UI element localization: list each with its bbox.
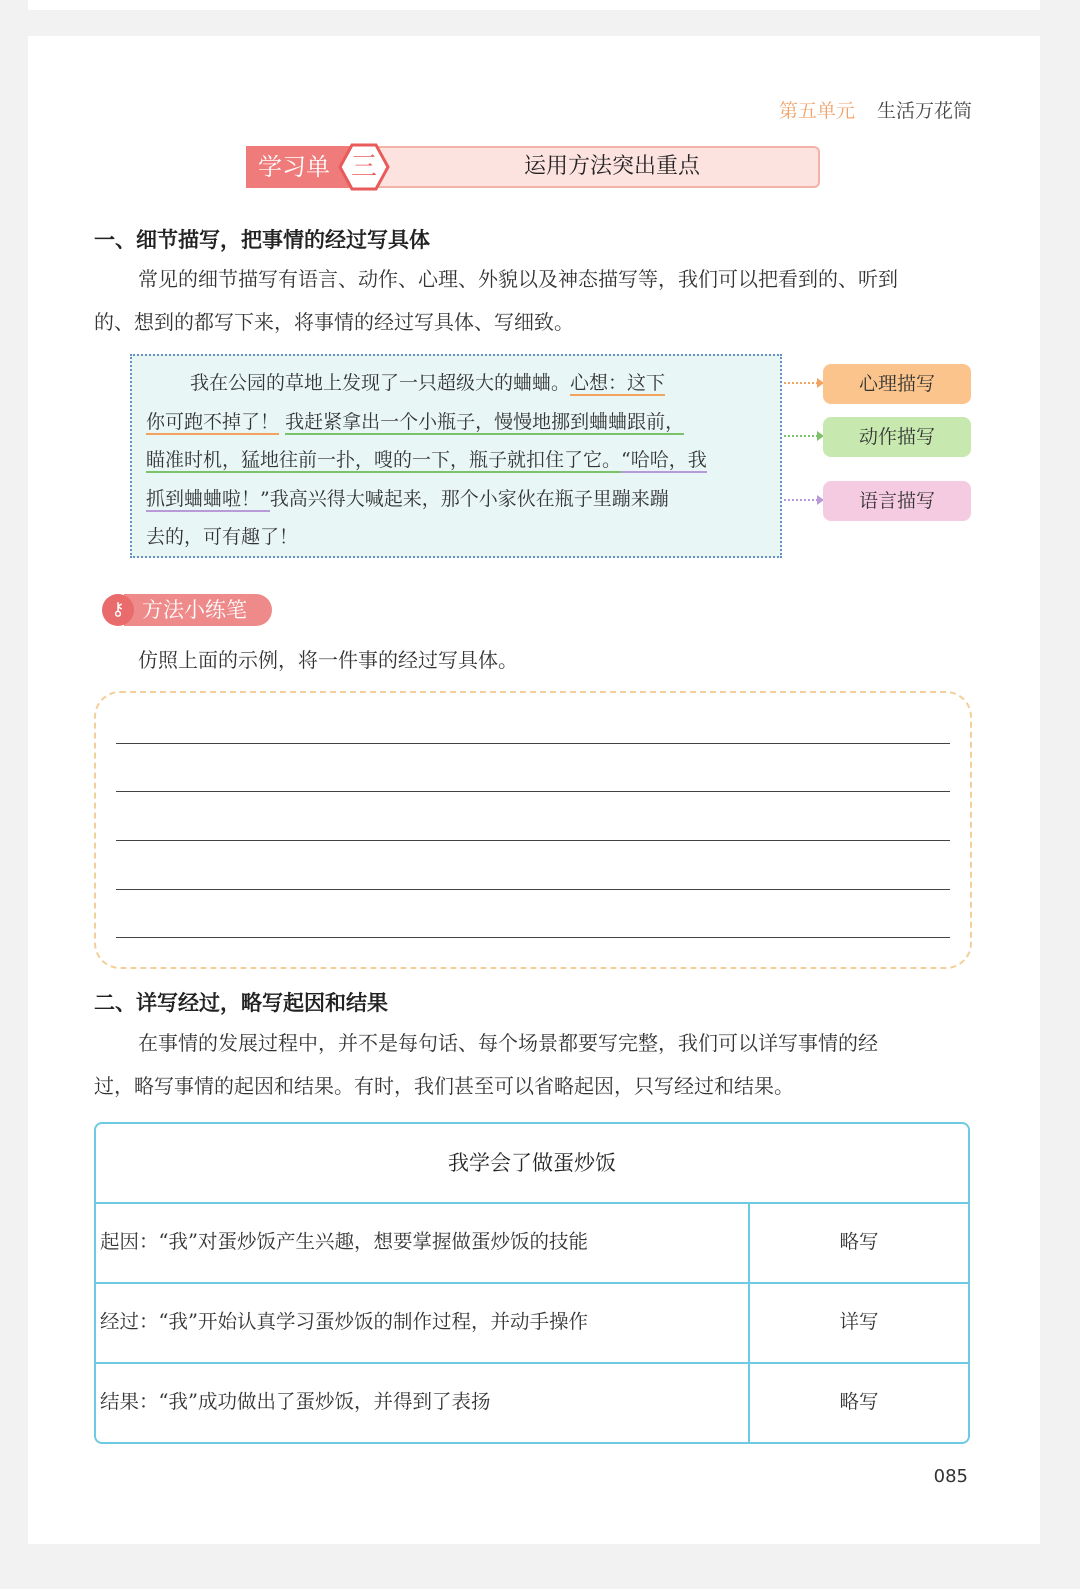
example-passage (130, 354, 782, 558)
action-underlined-text: 瞄准时机，猛地往前一扑，嗖的一下，瓶子就扣住了它。 (146, 449, 622, 471)
tag-action-description: 动作描写 (823, 417, 971, 457)
arrow-icon (784, 382, 822, 386)
unit-number: 第五单元 (778, 100, 855, 122)
table-row-result: 结果：“我”成功做出了蛋炒饭，并得到了表扬 (100, 1390, 491, 1413)
unit-name: 生活万花筒 (876, 100, 972, 122)
writing-line[interactable] (116, 791, 950, 792)
table-row-result-mark: 略写 (839, 1390, 879, 1413)
section2-intro-line2: 过，略写事情的起因和结果。有时，我们甚至可以省略起因，只写经过和结果。 (94, 1074, 794, 1098)
writing-line[interactable] (116, 937, 950, 938)
page-number: 085 (933, 1466, 968, 1487)
section1-heading: 一、细节描写，把事情的经过写具体 (94, 228, 430, 252)
psych-underlined-text: 你可跑不掉了！ (146, 410, 280, 433)
tag-psych-description: 心理描写 (823, 364, 971, 404)
tag-speech-description: 语言描写 (823, 481, 971, 521)
study-sheet-banner (246, 146, 820, 188)
table-row-process: 经过：“我”开始认真学习蛋炒饭的制作过程，并动手操作 (100, 1310, 588, 1333)
top-strip (28, 0, 1040, 10)
hexagon-number-badge (338, 143, 390, 191)
method-practice-tag (102, 594, 272, 626)
section2-heading: 二、详写经过，略写起因和结果 (94, 991, 388, 1015)
method-practice-label: 方法小练笔 (124, 594, 272, 626)
writing-line[interactable] (116, 889, 950, 890)
study-sheet-label: 学习单 (246, 146, 356, 188)
study-sheet-number: 三 (350, 152, 377, 182)
writing-line[interactable] (116, 840, 950, 841)
arrow-icon (784, 435, 822, 439)
writing-line[interactable] (116, 743, 950, 744)
textbook-page (28, 36, 1040, 1544)
key-icon: ⚷ (102, 594, 134, 626)
unit-header (779, 96, 972, 123)
speech-underlined-text: 抓到蛐蛐啦！” (146, 487, 270, 510)
section2-intro-line1: 在事情的发展过程中，并不是每句话、每个场景都要写完整，我们可以详写事情的经 (138, 1031, 878, 1055)
action-underlined-text: 我赶紧拿出一个小瓶子，慢慢地挪到蛐蛐跟前， (285, 410, 685, 433)
arrow-icon (784, 499, 822, 503)
psych-underlined-text: 心想：这下 (570, 372, 666, 394)
study-sheet-title: 运用方法突出重点 (364, 146, 820, 188)
example-sentence: 我在公园的草地上发现了一只超级大的蛐蛐。 (190, 372, 571, 394)
table-row-cause-mark: 略写 (839, 1230, 879, 1253)
table-title: 我学会了做蛋炒饭 (448, 1151, 616, 1175)
writing-area[interactable] (94, 691, 972, 969)
table-row-cause: 起因：“我”对蛋炒饭产生兴趣，想要掌握做蛋炒饭的技能 (100, 1230, 588, 1253)
practice-prompt: 仿照上面的示例，将一件事的经过写具体。 (138, 648, 518, 672)
speech-underlined-text: “哈哈，我 (621, 449, 707, 471)
section2-intro (94, 1022, 974, 1108)
section1-intro-line1: 常见的细节描写有语言、动作、心理、外貌以及神态描写等，我们可以把看到的、听到 (138, 267, 898, 291)
example-sentence: 我高兴得大喊起来，那个小家伙在瓶子里蹦来蹦 (269, 487, 669, 510)
egg-fried-rice-table (94, 1122, 970, 1444)
example-sentence: 去的，可有趣了！ (146, 526, 299, 548)
section1-intro-line2: 的、想到的都写下来，将事情的经过写具体、写细致。 (94, 310, 574, 334)
table-row-process-mark: 详写 (839, 1310, 879, 1333)
section1-intro (94, 258, 974, 344)
